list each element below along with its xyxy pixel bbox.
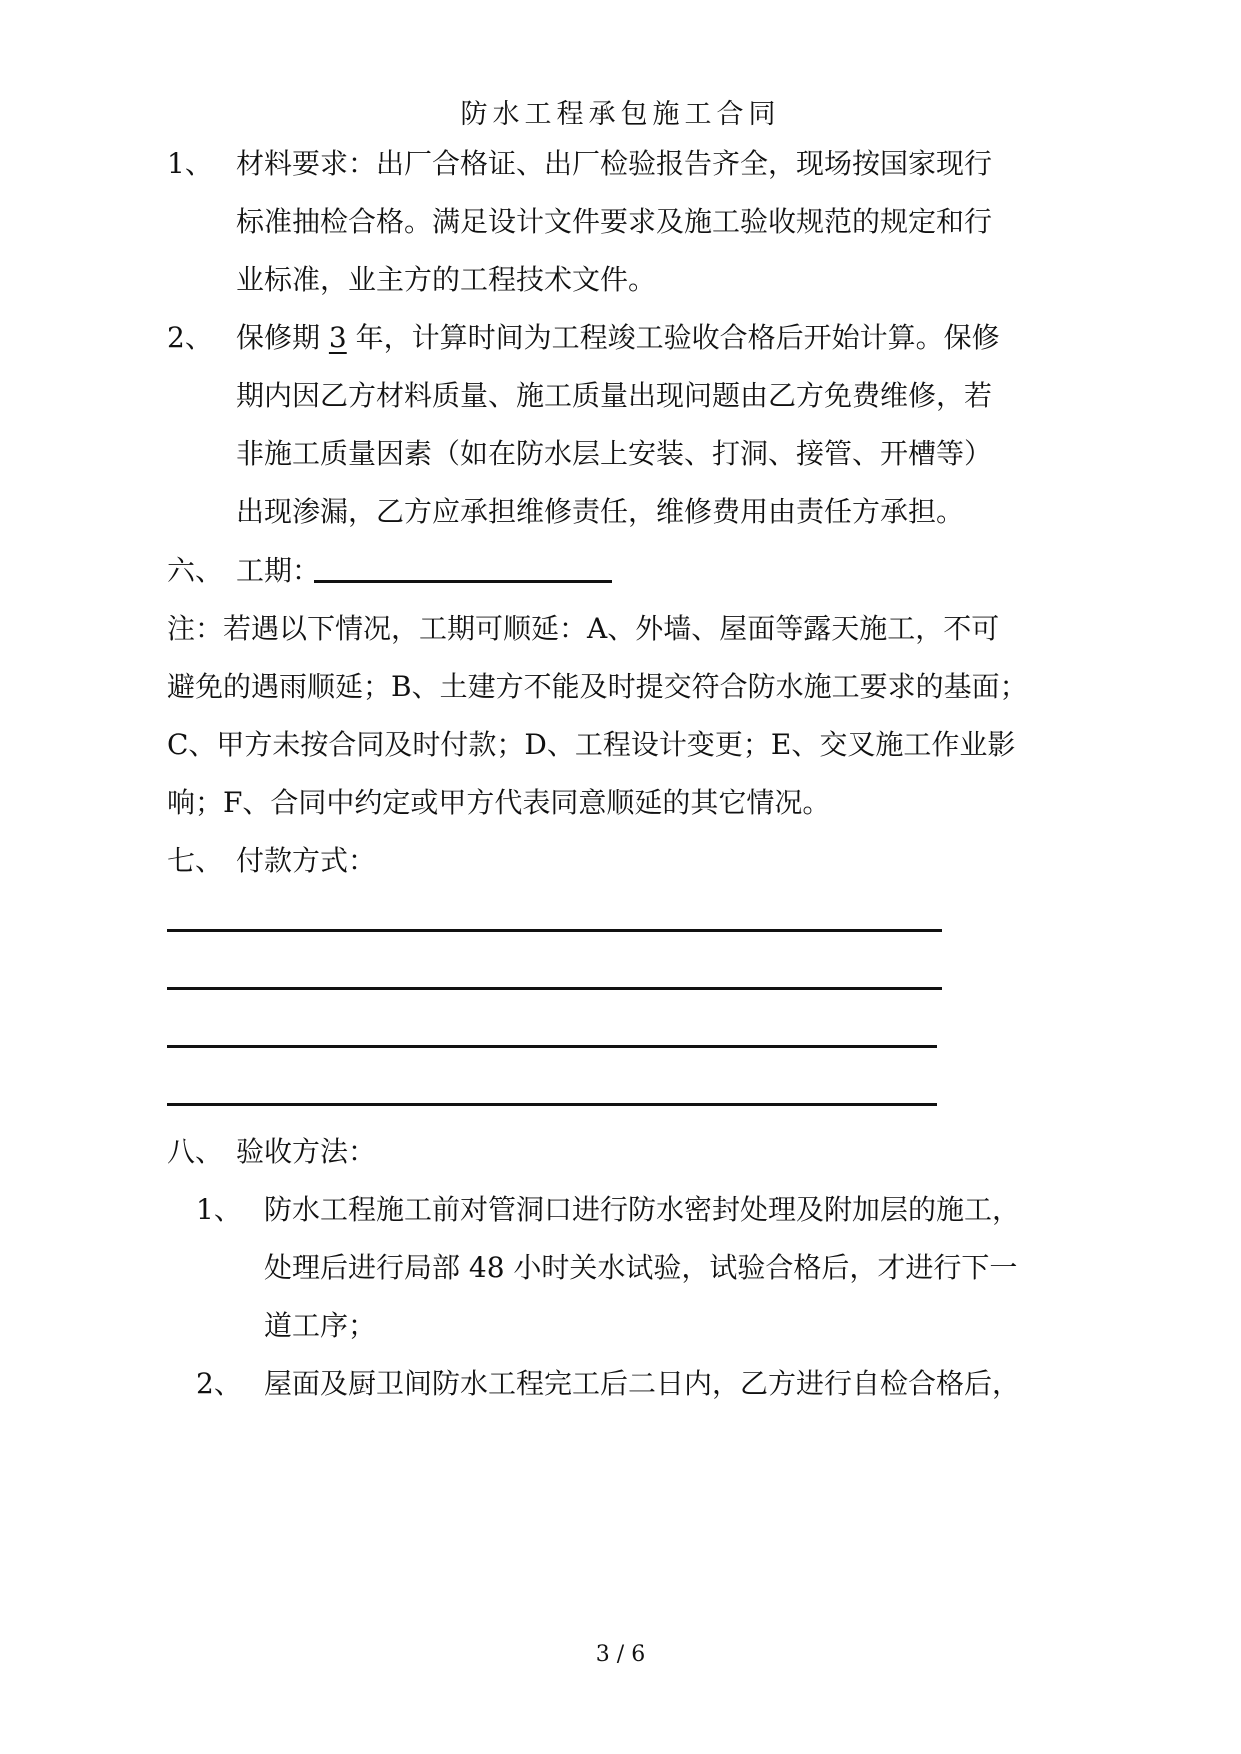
item-1-line: 标准抽检合格。满足设计文件要求及施工验收规范的规定和行 bbox=[236, 205, 993, 238]
section-8-item-2-number: 2、 bbox=[196, 1367, 242, 1400]
section-8-label: 验收方法： bbox=[236, 1135, 377, 1168]
section-8-number: 八、 bbox=[167, 1135, 224, 1168]
construction-period-blank bbox=[314, 580, 612, 583]
section-8-item-1-number: 1、 bbox=[196, 1193, 242, 1226]
section-8-item-1-line: 道工序； bbox=[264, 1309, 377, 1342]
section-6-number: 六、 bbox=[167, 554, 224, 587]
item-2-first-line bbox=[236, 318, 1000, 358]
note-line: 避免的遇雨顺延；B、土建方不能及时提交符合防水施工要求的基面； bbox=[167, 670, 1028, 703]
payment-blank-line bbox=[167, 1045, 937, 1048]
item-2-line: 出现渗漏，乙方应承担维修责任，维修费用由责任方承担。 bbox=[236, 495, 965, 528]
item-1-line: 业标准，业主方的工程技术文件。 bbox=[236, 263, 657, 296]
warranty-suffix: 年，计算时间为工程竣工验收合格后开始计算。保修 bbox=[346, 321, 1000, 354]
section-6-label: 工期： bbox=[236, 554, 321, 587]
section-7-label: 付款方式： bbox=[236, 844, 377, 877]
note-line: 注：若遇以下情况，工期可顺延：A、外墙、屋面等露天施工，不可 bbox=[167, 612, 1000, 645]
warranty-years: 3 bbox=[328, 321, 347, 354]
item-2-line: 非施工质量因素（如在防水层上安装、打洞、接管、开槽等） bbox=[236, 437, 993, 470]
note-line: 响；F、合同中约定或甲方代表同意顺延的其它情况。 bbox=[167, 786, 831, 819]
payment-blank-line bbox=[167, 1103, 937, 1106]
section-8-item-2-line: 屋面及厨卫间防水工程完工后二日内，乙方进行自检合格后， bbox=[264, 1367, 1021, 1400]
item-1-number: 1、 bbox=[167, 147, 213, 180]
section-8-item-1-line: 处理后进行局部 48 小时关水试验，试验合格后，才进行下一 bbox=[264, 1251, 1018, 1284]
note-line: C、甲方未按合同及时付款；D、工程设计变更；E、交叉施工作业影 bbox=[167, 728, 1016, 761]
payment-blank-line bbox=[167, 929, 942, 932]
page-number: 3 / 6 bbox=[595, 1642, 646, 1667]
section-8-item-1-line: 防水工程施工前对管洞口进行防水密封处理及附加层的施工， bbox=[264, 1193, 1021, 1226]
payment-blank-line bbox=[167, 987, 942, 990]
warranty-prefix: 保修期 bbox=[236, 321, 329, 354]
item-1-line: 材料要求：出厂合格证、出厂检验报告齐全，现场按国家现行 bbox=[236, 147, 993, 180]
item-2-line: 期内因乙方材料质量、施工质量出现问题由乙方免费维修，若 bbox=[236, 379, 993, 412]
document-title: 防水工程承包施工合同 bbox=[460, 99, 781, 130]
section-7-number: 七、 bbox=[167, 844, 224, 877]
item-2-number: 2、 bbox=[167, 321, 213, 354]
